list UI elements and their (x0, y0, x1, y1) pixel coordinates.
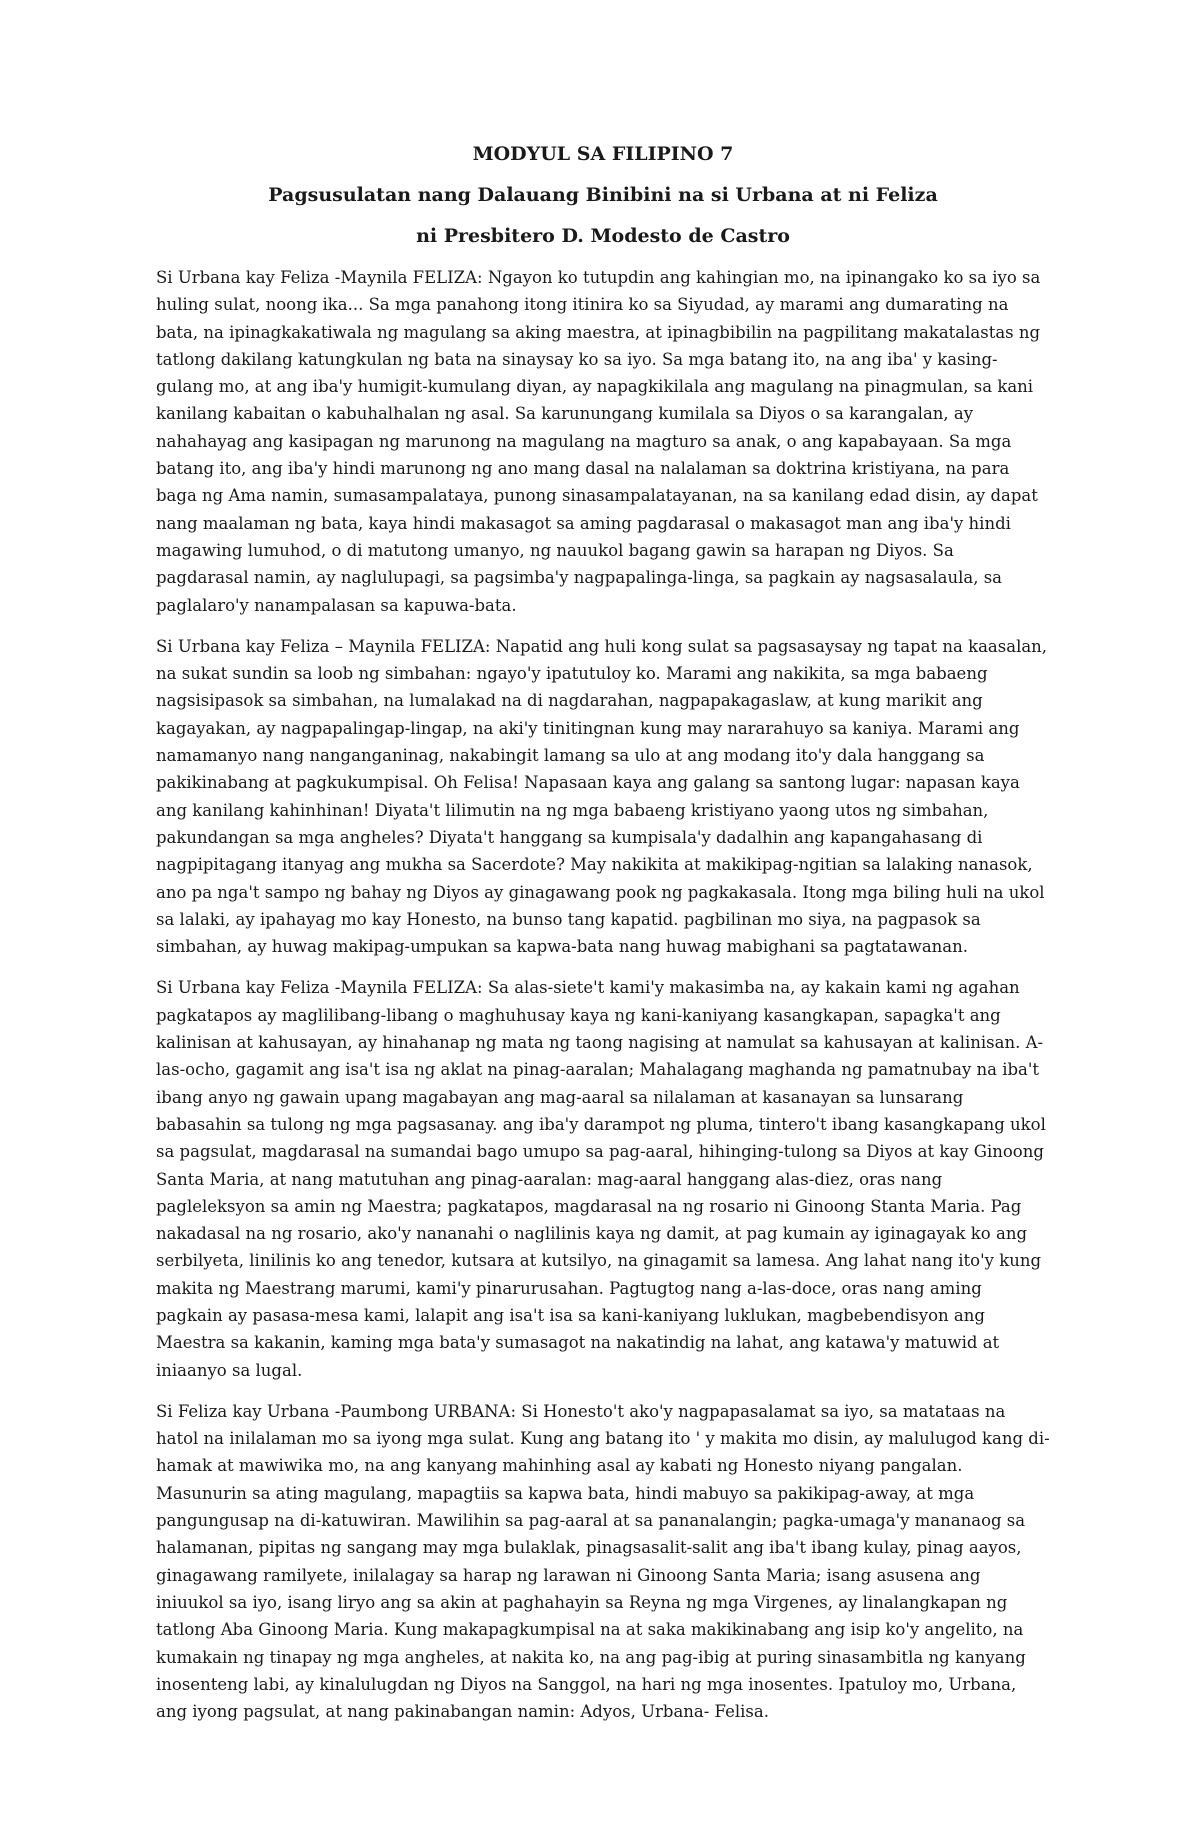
letter-paragraph-4: Si Feliza kay Urbana -Paumbong URBANA: Si Honesto't ako'y nagpapasalamat sa iyo, sa matataas na hatol na inilalaman mo sa iyong mga sulat. Kung ang batang ito ' y makita mo disin, ay malulugod kang di-hamak at mawiwika mo, na ang kanyang mahinhing asal ay kabati ng Honesto niyang pangalan. Masunurin sa ating magulang, mapagtiis sa kapwa bata, hindi mabuyo sa pakikipag-away, at mga pangungusap na di-katuwiran. Mawilihin sa pag-aaral at sa pananalangin; pagka-umaga'y mananaog sa halamanan, pipitas ng sangang may mga bulaklak, pinagsasalit-salit ang iba't ibang kulay, pinag aayos, ginagawang ramilyete, inilalagay sa harap ng larawan ni Ginoong Santa Maria; isang asusena ang iniuukol sa iyo, isang liryo ang sa akin at paghahayin sa Reyna ng mga Virgenes, ay linalangkapan ng tatlong Aba Ginoong Maria. Kung makapagkumpisal na at saka makikinabang ang isip ko'y angelito, na kumakain ng tinapay ng mga angheles, at nakita ko, na ang pag-ibig at puring sinasambitla ng kanyang inosenteng labi, ay kinalulugdan ng Diyos na Sanggol, na hari ng mga inosentes. Ipatuloy mo, Urbana, ang iyong pagsulat, at nang pakinabangan namin: Adyos, Urbana- Felisa. (156, 1401, 1050, 1722)
letter-paragraph-2: Si Urbana kay Feliza – Maynila FELIZA: Napatid ang huli kong sulat sa pagsasaysay ng tapat na kaasalan, na sukat sundin sa loob ng simbahan: ngayo'y ipatutuloy ko. Marami ang nakikita, sa mga babaeng nagsisipasok sa simbahan, na lumalakad na di nagdarahan, nagpapakagaslaw, at kung marikit ang kagayakan, ay nagpapalingap-lingap, na aki'y tinitingnan kung may nararahuyo sa kaniya. Marami ang namamanyo nang nanganganinag, nakabingit lamang sa ulo at ang modang ito'y dala hanggang sa pakikinabang at pagkukumpisal. Oh Felisa! Napasaan kaya ang galang sa santong lugar: napasan kaya ang kanilang kahinhinan! Diyata't lilimutin na ng mga babaeng kristiyano yaong utos ng simbahan, pakundangan sa mga angheles? Diyata't hanggang sa kumpisala'y dadalhin ang kapangahasang di nagpipitagang itanyag ang mukha sa Sacerdote? May nakikita at makikipag-ngitian sa lalaking nanasok, ano pa nga't sampo ng bahay ng Diyos ay ginagawang pook ng pagkakasala. Itong mga biling huli na ukol sa lalaki, ay ipahayag mo kay Honesto, na bunso tang kapatid. pagbilinan mo siya, na pagpasok sa simbahan, ay huwag makipag-umpukan sa kapwa-bata nang huwag mabighani sa pagtatawanan. (156, 636, 1048, 957)
document-body (156, 264, 1050, 1725)
document-title: MODYUL SA FILIPINO 7 (472, 143, 734, 165)
letter-paragraph-3: Si Urbana kay Feliza -Maynila FELIZA: Sa alas-siete't kami'y makasimba na, ay kakain kami ng agahan pagkatapos ay maglilibang-libang o maghuhusay kaya ng kani-kaniyang kasangkapan, sapagka't ang kalinisan at kahusayan, ay hinahanap ng mata ng taong nagising at namulat sa kahusayan at kalinisan. A-las-ocho, gagamit ang isa't isa ng aklat na pinag-aaralan; Mahalagang maghanda ng pamatnubay na iba't ibang anyo ng gawain upang magabayan ang mag-aaral sa nilalaman at kasanayan sa lunsarang babasahin sa tulong ng mga pagsasanay. ang iba'y darampot ng pluma, tintero't ibang kasangkapang ukol sa pagsulat, magdarasal na sumandai bago umupo sa pag-aaral, hihinging-tulong sa Diyos at kay Ginoong Santa Maria, at nang matutuhan ang pinag-aaralan: mag-aaral hanggang alas-diez, oras nang pagleleksyon sa amin ng Maestra; pagkatapos, magdarasal na ng rosario ni Ginoong Stanta Maria. Pag nakadasal na ng rosario, ako'y nananahi o naglilinis kaya ng damit, at pag kumain ay iginagayak ko ang serbilyeta, linilinis ko ang tenedor, kutsara at kutsilyo, na ginagamit sa lamesa. Ang lahat nang ito'y kung makita ng Maestrang marumi, kami'y pinarurusahan. Pagtugtog nang a-las-doce, oras nang aming pagkain ay pasasa-mesa kami, lalapit ang isa't isa sa kani-kaniyang luklukan, magbebendisyon ang Maestra sa kakanin, kaming mga bata'y sumasagot na nakatindig na lahat, ang katawa'y matuwid at iniaanyo sa lugal. (156, 978, 1046, 1380)
document-subtitle: Pagsusulatan nang Dalauang Binibini na si Urbana at ni Feliza (268, 184, 938, 206)
letter-paragraph-1: Si Urbana kay Feliza -Maynila FELIZA: Ngayon ko tutupdin ang kahingian mo, na ipinangako ko sa iyo sa huling sulat, noong ika... Sa mga panahong itong itinira ko sa Siyudad, ay marami ang dumarating na bata, na ipinagkakatiwala ng magulang sa aking maestra, at ipinagbibilin na pagpilitang makatalastas ng tatlong dakilang katungkulan ng bata na sinaysay ko sa iyo. Sa mga batang ito, na ang iba' y kasing-gulang mo, at ang iba'y humigit-kumulang diyan, ay napagkikilala ang magulang na pinagmulan, sa kani kanilang kabaitan o kabuhalhalan ng asal. Sa karunungang kumilala sa Diyos o sa karangalan, ay nahahayag ang kasipagan ng marunong na magulang na magturo sa anak, o ang kapabayaan. Sa mga batang ito, ang iba'y hindi marunong ng ano mang dasal na nalalaman sa doktrina kristiyana, na para baga ng Ama namin, sumasampalataya, punong sinasampalatayanan, na sa kanilang edad disin, ay dapat nang maalaman ng bata, kaya hindi makasagot sa aming pagdarasal o makasagot man ang iba'y hindi magawing lumuhod, o di matutong umanyo, ng nauukol bagang gawin sa harapan ng Diyos. Sa pagdarasal namin, ay naglulupagi, sa pagsimba'y nagpapalinga-linga, sa pagkain ay nagsasalaula, sa paglalaro'y nanampalasan sa kapuwa-bata. (156, 268, 1041, 615)
document-author: ni Presbitero D. Modesto de Castro (416, 225, 790, 247)
